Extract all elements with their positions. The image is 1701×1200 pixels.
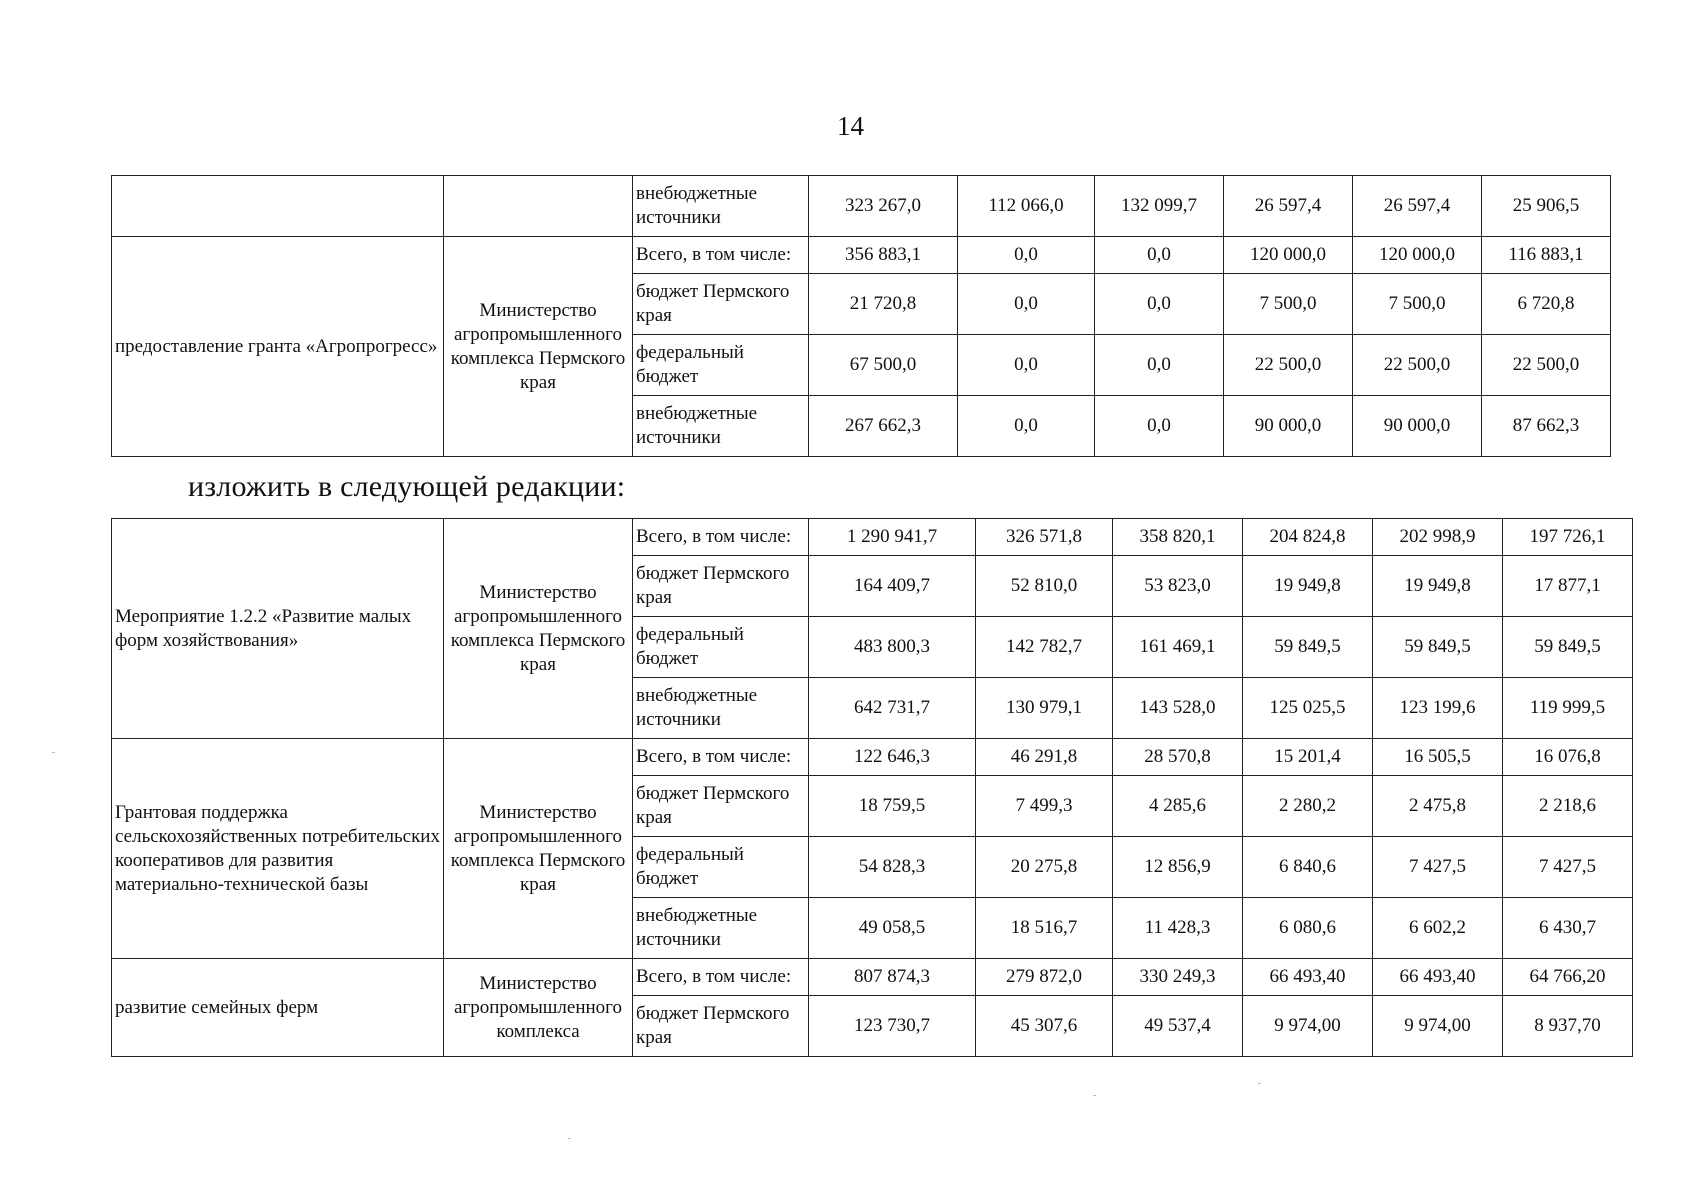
- amount-cell: 267 662,3: [809, 396, 958, 457]
- funding-source: федеральный бюджет: [633, 335, 809, 396]
- amount-cell: 326 571,8: [976, 519, 1113, 556]
- funding-source: Всего, в том числе:: [633, 739, 809, 776]
- page-number: 14: [837, 111, 864, 141]
- amount-cell: 7 500,0: [1353, 274, 1482, 335]
- amount-cell: 143 528,0: [1113, 678, 1243, 739]
- amount-cell: 21 720,8: [809, 274, 958, 335]
- amount-cell: 66 493,40: [1243, 959, 1373, 996]
- responsible-organization: Министерство агропромышленного комплекса Пермского края: [444, 739, 633, 959]
- amount-cell: 0,0: [958, 396, 1095, 457]
- amount-cell: 7 427,5: [1373, 837, 1503, 898]
- activity-name: [112, 176, 444, 237]
- amount-cell: 46 291,8: [976, 739, 1113, 776]
- amount-cell: 125 025,5: [1243, 678, 1373, 739]
- amount-cell: 112 066,0: [958, 176, 1095, 237]
- amount-cell: 197 726,1: [1503, 519, 1633, 556]
- amount-cell: 8 937,70: [1503, 996, 1633, 1057]
- funding-source: бюджет Пермского края: [633, 274, 809, 335]
- amount-cell: 9 974,00: [1373, 996, 1503, 1057]
- amount-cell: 123 199,6: [1373, 678, 1503, 739]
- amount-cell: 120 000,0: [1353, 237, 1482, 274]
- table-row: [112, 176, 1611, 237]
- funding-source: бюджет Пермского края: [633, 776, 809, 837]
- amount-cell: 142 782,7: [976, 617, 1113, 678]
- table-row: [112, 237, 1611, 274]
- amount-cell: 15 201,4: [1243, 739, 1373, 776]
- amount-cell: 642 731,7: [809, 678, 976, 739]
- scan-speck: [1258, 1083, 1261, 1084]
- funding-source: внебюджетные источники: [633, 176, 809, 237]
- amount-cell: 12 856,9: [1113, 837, 1243, 898]
- amount-cell: 28 570,8: [1113, 739, 1243, 776]
- amount-cell: 49 058,5: [809, 898, 976, 959]
- amount-cell: 130 979,1: [976, 678, 1113, 739]
- amount-cell: 2 280,2: [1243, 776, 1373, 837]
- amount-cell: 54 828,3: [809, 837, 976, 898]
- amount-cell: 0,0: [958, 335, 1095, 396]
- amount-cell: 116 883,1: [1482, 237, 1611, 274]
- amount-cell: 7 499,3: [976, 776, 1113, 837]
- amount-cell: 164 409,7: [809, 556, 976, 617]
- budget-table-previous: [111, 175, 1611, 457]
- amount-cell: 330 249,3: [1113, 959, 1243, 996]
- activity-name: Грантовая поддержка сельскохозяйственных потребительских кооперативов для развития материально-технической базы: [112, 739, 444, 959]
- amount-cell: 6 080,6: [1243, 898, 1373, 959]
- activity-name: Мероприятие 1.2.2 «Развитие малых форм хозяйствования»: [112, 519, 444, 739]
- amount-cell: 120 000,0: [1224, 237, 1353, 274]
- responsible-organization: Министерство агропромышленного комплекса: [444, 959, 633, 1057]
- amount-cell: 64 766,20: [1503, 959, 1633, 996]
- amount-cell: 2 218,6: [1503, 776, 1633, 837]
- scan-speck: [52, 752, 55, 753]
- amount-cell: 59 849,5: [1503, 617, 1633, 678]
- budget-table-new-edition: [111, 518, 1633, 1057]
- amount-cell: 45 307,6: [976, 996, 1113, 1057]
- amount-cell: 6 602,2: [1373, 898, 1503, 959]
- amount-cell: 59 849,5: [1373, 617, 1503, 678]
- amount-cell: 122 646,3: [809, 739, 976, 776]
- activity-name: предоставление гранта «Агропрогресс»: [112, 237, 444, 457]
- funding-source: внебюджетные источники: [633, 678, 809, 739]
- amount-cell: 119 999,5: [1503, 678, 1633, 739]
- amount-cell: 4 285,6: [1113, 776, 1243, 837]
- funding-source: бюджет Пермского края: [633, 556, 809, 617]
- amount-cell: 67 500,0: [809, 335, 958, 396]
- funding-source: Всего, в том числе:: [633, 237, 809, 274]
- amount-cell: 279 872,0: [976, 959, 1113, 996]
- amount-cell: 123 730,7: [809, 996, 976, 1057]
- amount-cell: 2 475,8: [1373, 776, 1503, 837]
- amount-cell: 9 974,00: [1243, 996, 1373, 1057]
- amount-cell: 0,0: [958, 237, 1095, 274]
- amount-cell: 202 998,9: [1373, 519, 1503, 556]
- amount-cell: 53 823,0: [1113, 556, 1243, 617]
- amount-cell: 59 849,5: [1243, 617, 1373, 678]
- activity-name: развитие семейных ферм: [112, 959, 444, 1057]
- funding-source: внебюджетные источники: [633, 898, 809, 959]
- amount-cell: 18 759,5: [809, 776, 976, 837]
- amount-cell: 132 099,7: [1095, 176, 1224, 237]
- amount-cell: 6 430,7: [1503, 898, 1633, 959]
- amount-cell: 20 275,8: [976, 837, 1113, 898]
- funding-source: внебюджетные источники: [633, 396, 809, 457]
- amount-cell: 0,0: [958, 274, 1095, 335]
- responsible-organization: [444, 176, 633, 237]
- amount-cell: 1 290 941,7: [809, 519, 976, 556]
- amount-cell: 19 949,8: [1243, 556, 1373, 617]
- amount-cell: 18 516,7: [976, 898, 1113, 959]
- amount-cell: 19 949,8: [1373, 556, 1503, 617]
- amount-cell: 49 537,4: [1113, 996, 1243, 1057]
- amount-cell: 26 597,4: [1353, 176, 1482, 237]
- responsible-organization: Министерство агропромышленного комплекса Пермского края: [444, 519, 633, 739]
- table-row: [112, 739, 1633, 776]
- funding-source: Всего, в том числе:: [633, 519, 809, 556]
- funding-source: бюджет Пермского края: [633, 996, 809, 1057]
- amount-cell: 807 874,3: [809, 959, 976, 996]
- amount-cell: 52 810,0: [976, 556, 1113, 617]
- amount-cell: 0,0: [1095, 274, 1224, 335]
- amount-cell: 26 597,4: [1224, 176, 1353, 237]
- amount-cell: 358 820,1: [1113, 519, 1243, 556]
- responsible-organization: Министерство агропромышленного комплекса Пермского края: [444, 237, 633, 457]
- amount-cell: 17 877,1: [1503, 556, 1633, 617]
- amount-cell: 7 500,0: [1224, 274, 1353, 335]
- amount-cell: 0,0: [1095, 396, 1224, 457]
- amount-cell: 90 000,0: [1224, 396, 1353, 457]
- amount-cell: 25 906,5: [1482, 176, 1611, 237]
- amount-cell: 11 428,3: [1113, 898, 1243, 959]
- amount-cell: 204 824,8: [1243, 519, 1373, 556]
- amount-cell: 161 469,1: [1113, 617, 1243, 678]
- amount-cell: 16 505,5: [1373, 739, 1503, 776]
- amount-cell: 66 493,40: [1373, 959, 1503, 996]
- amount-cell: 22 500,0: [1353, 335, 1482, 396]
- amount-cell: 16 076,8: [1503, 739, 1633, 776]
- scan-speck: [1093, 1095, 1096, 1096]
- amendment-heading: изложить в следующей редакции:: [188, 470, 626, 503]
- amount-cell: 6 840,6: [1243, 837, 1373, 898]
- funding-source: Всего, в том числе:: [633, 959, 809, 996]
- table-row: [112, 959, 1633, 996]
- amount-cell: 22 500,0: [1224, 335, 1353, 396]
- amount-cell: 0,0: [1095, 335, 1224, 396]
- amount-cell: 6 720,8: [1482, 274, 1611, 335]
- amount-cell: 90 000,0: [1353, 396, 1482, 457]
- amount-cell: 22 500,0: [1482, 335, 1611, 396]
- scan-speck: [568, 1138, 571, 1139]
- amount-cell: 7 427,5: [1503, 837, 1633, 898]
- funding-source: федеральный бюджет: [633, 617, 809, 678]
- amount-cell: 0,0: [1095, 237, 1224, 274]
- amount-cell: 323 267,0: [809, 176, 958, 237]
- amount-cell: 87 662,3: [1482, 396, 1611, 457]
- amount-cell: 356 883,1: [809, 237, 958, 274]
- funding-source: федеральный бюджет: [633, 837, 809, 898]
- table-row: [112, 519, 1633, 556]
- amount-cell: 483 800,3: [809, 617, 976, 678]
